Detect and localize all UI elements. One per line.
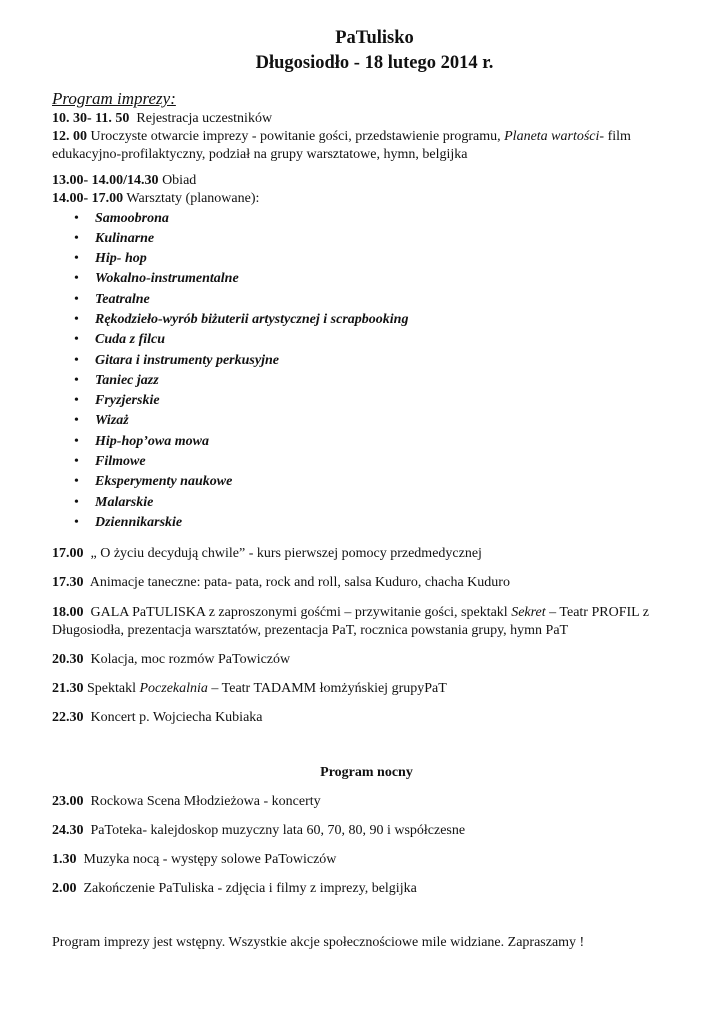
supper-time: 20.30 [52,652,84,668]
list-item: • Eksperymenty naukowe [52,473,677,493]
lunch-row [52,172,677,190]
bullet-icon: • [74,454,79,470]
workshops-intro-row [52,190,677,208]
concert-text: Koncert p. Wojciecha Kubiaka [90,710,263,726]
document-page [52,26,677,952]
list-item: • Samoobrona [52,210,677,230]
night-text: Zakończenie PaTuliska - zdjęcia i filmy z imprezy, belgijka [83,881,417,897]
list-item: • Dziennikarskie [52,514,677,534]
night-program-heading: Program nocny [320,764,413,780]
play-text-b: – Teatr TADAMM łomżyńskiej grupyPaT [211,681,447,697]
list-item: • Wokalno-instrumentalne [52,270,677,290]
night-time: 24.30 [52,822,84,838]
bullet-icon: • [74,393,79,409]
bullet-icon: • [74,210,79,226]
title-line-1: PaTulisko [335,28,414,48]
registration-text: Rejestracja uczestników [136,110,273,126]
lunch-time: 13.00- 14.00/14.30 [52,173,159,189]
gala-text-b: – Teatr PROFIL z Długosiodła, prezentacja warsztatów, prezentacja PaT, rocznica powstania grupy, hymn PaT [52,604,649,638]
night-row [52,880,677,898]
play-time: 21.30 [52,681,84,697]
night-row [52,793,677,811]
list-item: • Taniec jazz [52,372,677,392]
list-item: • Cuda z filcu [52,331,677,351]
gala-text-a: GALA PaTULISKA z zaproszonymi gośćmi – przywitanie gości, spektakl [90,604,508,620]
list-item: • Filmowe [52,453,677,473]
title-line-2: Długosiodło - 18 lutego 2014 r. [255,52,494,73]
dance-row [52,574,677,592]
first-aid-row [52,545,677,563]
bullet-icon: • [74,474,79,490]
night-text: PaToteka- kalejdoskop muzyczny lata 60, 70, 80, 90 i współczesne [90,822,466,838]
bullet-icon: • [74,271,79,287]
list-item: • Kulinarne [52,230,677,250]
play-text-a: Spektakl [87,681,136,697]
bullet-icon: • [74,372,79,388]
workshops-list [52,210,677,535]
night-text: Rockowa Scena Młodzieżowa - koncerty [90,793,321,809]
list-item: • Gitara i instrumenty perkusyjne [52,352,677,372]
list-item: • Rękodzieło-wyrób biżuterii artystycznej i scrapbooking [52,311,677,331]
gala-time: 18.00 [52,604,84,620]
night-row [52,851,677,869]
opening-time: 12. 00 [52,128,87,144]
opening-film-title: Planeta wartości [504,128,600,144]
night-time: 2.00 [52,881,77,897]
gala-play-title: Sekret [511,604,546,620]
first-aid-text: „ O życiu decydują chwile” - kurs pierwszej pomocy przedmedycznej [90,546,482,562]
list-item: • Hip- hop [52,250,677,270]
bullet-icon: • [74,433,79,449]
bullet-icon: • [74,352,79,368]
workshops-time: 14.00- 17.00 [52,191,124,207]
opening-text-a: Uroczyste otwarcie imprezy - powitanie gości, przedstawienie programu, [90,128,501,144]
opening-row [52,128,677,164]
registration-time: 10. 30- 11. 50 [52,110,130,126]
night-row [52,822,677,840]
night-time: 1.30 [52,852,77,868]
registration-row [52,110,677,128]
program-heading: Program imprezy: [52,89,176,109]
dance-text: Animacje taneczne: pata- pata, rock and roll, salsa Kuduro, chacha Kuduro [89,575,510,591]
night-text: Muzyka nocą - występy solowe PaTowiczów [83,852,337,868]
supper-text: Kolacja, moc rozmów PaTowiczów [90,652,291,668]
list-item: • Fryzjerskie [52,392,677,412]
night-time: 23.00 [52,793,84,809]
bullet-icon: • [74,413,79,429]
bullet-icon: • [74,291,79,307]
workshops-text: Warsztaty (planowane): [126,191,260,207]
bullet-icon: • [74,251,79,267]
document-title [72,26,677,75]
first-aid-time: 17.00 [52,546,84,562]
footer-note: Program imprezy jest wstępny. Wszystkie akcje społecznościowe mile widziane. Zapraszamy ! [52,934,585,950]
play-row [52,680,677,698]
gala-row [52,604,677,640]
list-item: • Wizaż [52,412,677,432]
concert-row [52,709,677,727]
supper-row [52,651,677,669]
bullet-icon: • [74,514,79,530]
opening-text-b: - film edukacyjno-profilaktyczny, podział na grupy warsztatowe, hymn, belgijka [52,128,631,162]
list-item: • Hip-hop’owa mowa [52,433,677,453]
play-title: Poczekalnia [139,681,208,697]
list-item: • Malarskie [52,494,677,514]
lunch-text: Obiad [162,173,197,189]
dance-time: 17.30 [52,575,84,591]
list-item: • Teatralne [52,291,677,311]
concert-time: 22.30 [52,710,84,726]
bullet-icon: • [74,332,79,348]
bullet-icon: • [74,494,79,510]
bullet-icon: • [74,230,79,246]
bullet-icon: • [74,312,79,327]
